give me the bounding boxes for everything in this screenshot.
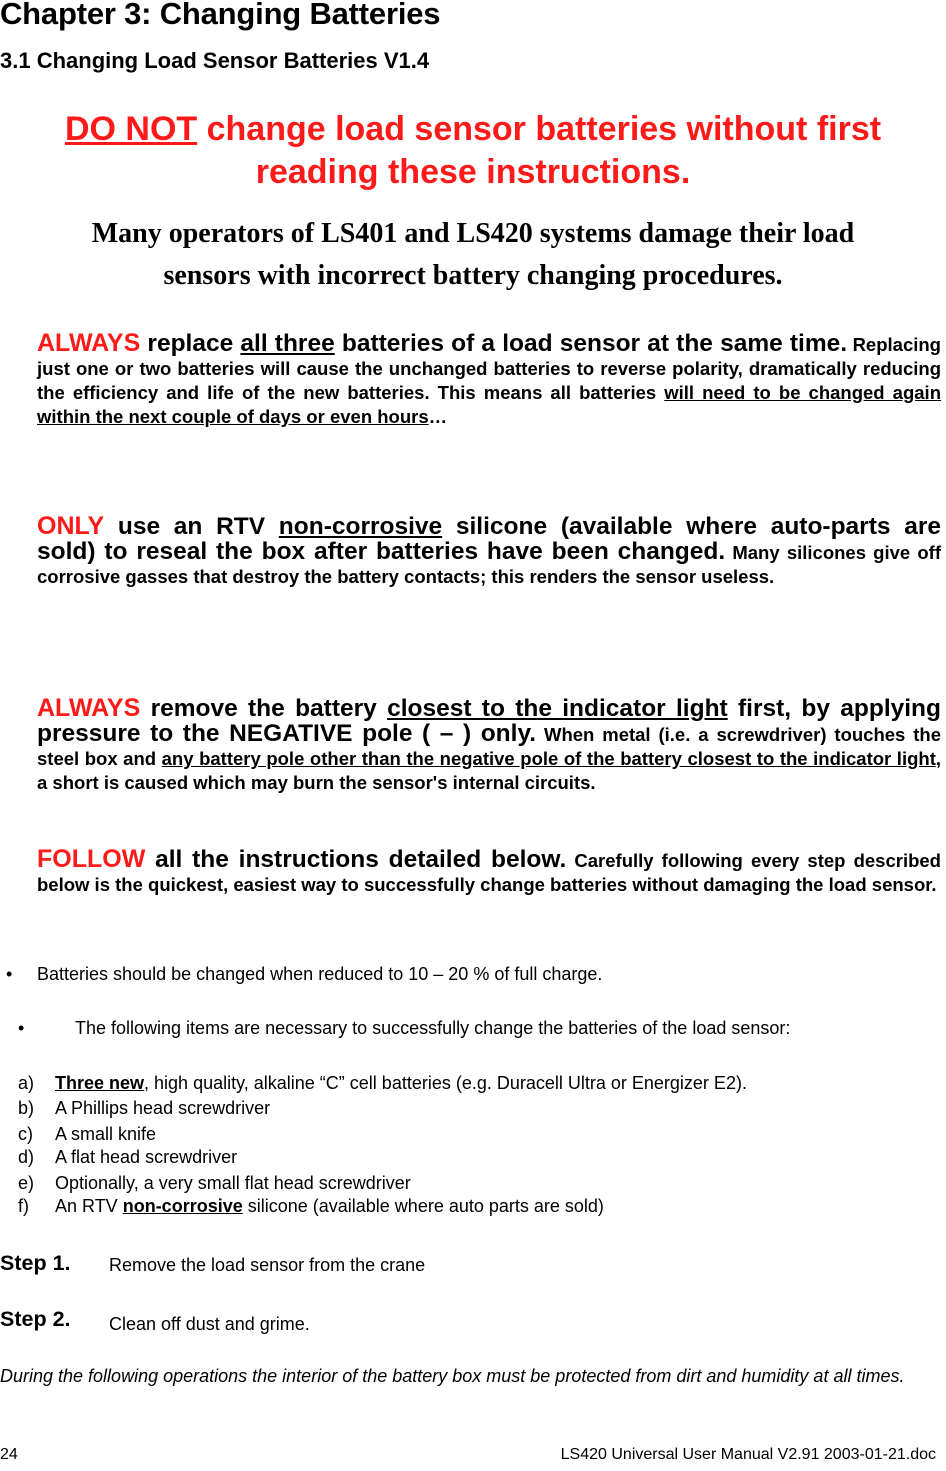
page-number: 24 bbox=[0, 1446, 18, 1463]
list-text: A Phillips head screwdriver bbox=[55, 1098, 271, 1118]
p3-text-c: When metal (i.e. a screwdriver) touches the steel box and bbox=[37, 724, 941, 769]
keyword-only: ONLY bbox=[37, 512, 105, 540]
p2-text-c: Many silicones give off corrosive gasses that destroy the battery contacts; this renders the sensor useless. bbox=[37, 542, 941, 587]
list-text: silicone (available where auto parts are sold) bbox=[242, 1196, 604, 1216]
warning-line2: reading these instructions. bbox=[255, 153, 691, 191]
bullet-text: Batteries should be changed when reduced to 10 – 20 % of full charge. bbox=[37, 964, 603, 984]
bullet-icon: • bbox=[18, 1018, 25, 1038]
section-title: 3.1 Changing Load Sensor Batteries V1.4 bbox=[0, 48, 430, 73]
do-not-emphasis: DO NOT bbox=[64, 110, 198, 148]
list-item bbox=[18, 1195, 604, 1217]
p4-text-a: all the instructions detailed below. bbox=[145, 846, 567, 873]
step-1-text: Remove the load sensor from the crane bbox=[109, 1255, 426, 1275]
list-item bbox=[18, 1072, 747, 1094]
list-text: A small knife bbox=[55, 1124, 157, 1144]
p3-underline-b: any battery pole other than the negative pole of the battery closest to the indicator light bbox=[161, 748, 936, 769]
keyword-follow: FOLLOW bbox=[37, 845, 146, 873]
list-text: Optionally, a very small flat head screwdriver bbox=[55, 1173, 411, 1193]
p1-underline-a: all three bbox=[240, 330, 335, 357]
p1-underline-b: will need to be changed again within the next couple of days or even hours bbox=[37, 382, 941, 427]
keyword-always: ALWAYS bbox=[37, 694, 141, 722]
intro-line1: Many operators of LS401 and LS420 systems damage their load bbox=[91, 218, 855, 249]
keyword-always: ALWAYS bbox=[37, 329, 141, 357]
paragraph-remove-closest bbox=[37, 696, 941, 795]
list-text: , high quality, alkaline “C” cell batteries (e.g. Duracell Ultra or Energizer E2). bbox=[144, 1073, 747, 1093]
list-letter: c) bbox=[18, 1124, 33, 1144]
intro-line2: sensors with incorrect battery changing procedures. bbox=[163, 260, 783, 291]
list-item bbox=[18, 1123, 156, 1145]
list-item bbox=[18, 1097, 270, 1119]
list-item bbox=[18, 1146, 237, 1168]
p1-text-b: batteries of a load sensor at the same time. bbox=[334, 330, 848, 357]
p1-text-c: Replacing just one or two batteries will cause the unchanged batteries to reverse polarity, dramatically reducing the efficiency and life of the new batteries. This means all batteries bbox=[37, 334, 941, 403]
paragraph-only-rtv bbox=[37, 514, 941, 589]
paragraph-follow bbox=[37, 847, 941, 897]
p3-underline-a: closest to the indicator light bbox=[387, 695, 728, 722]
list-letter: b) bbox=[18, 1098, 35, 1118]
warning-line1: change load sensor batteries without first bbox=[197, 110, 882, 148]
step-2-text: Clean off dust and grime. bbox=[109, 1314, 310, 1334]
list-emphasis: Three new bbox=[55, 1073, 145, 1093]
list-item bbox=[18, 1172, 411, 1194]
list-letter: a) bbox=[18, 1073, 35, 1093]
p2-underline-a: non-corrosive bbox=[278, 513, 443, 540]
list-text: An RTV bbox=[55, 1196, 123, 1216]
protection-note: During the following operations the interior of the battery box must be protected from dirt and humidity at all times. bbox=[0, 1366, 905, 1386]
p2-text-a: use an RTV bbox=[104, 513, 279, 540]
chapter-title: Chapter 3: Changing Batteries bbox=[0, 0, 441, 31]
list-letter: d) bbox=[18, 1147, 35, 1167]
bullet-text: The following items are necessary to successfully change the batteries of the load sensor: bbox=[75, 1018, 791, 1038]
document-footer: LS420 Universal User Manual V2.91 2003-01-21.doc bbox=[560, 1446, 936, 1463]
warning-heading bbox=[0, 108, 946, 194]
list-letter: f) bbox=[18, 1196, 29, 1216]
step-2-label: Step 2. bbox=[0, 1307, 71, 1331]
p2-text-b: silicone (available where auto-parts are sold) to reseal the box after batteries have been changed. bbox=[37, 513, 941, 565]
p1-text-a: replace bbox=[140, 330, 241, 357]
p3-text-b: first, by applying pressure to the NEGATIVE pole ( – ) only. bbox=[37, 695, 941, 747]
list-emphasis: non-corrosive bbox=[122, 1196, 243, 1216]
list-text: A flat head screwdriver bbox=[55, 1147, 238, 1167]
p4-text-b: Carefully following every step described below is the quickest, easiest way to successfully change batteries without damaging the load sensor. bbox=[37, 850, 941, 895]
step-1-label: Step 1. bbox=[0, 1251, 71, 1275]
intro-statement bbox=[0, 213, 946, 297]
bullet-icon: • bbox=[6, 964, 13, 984]
paragraph-replace-all bbox=[37, 331, 941, 429]
list-letter: e) bbox=[18, 1173, 35, 1193]
p3-text-a: remove the battery bbox=[140, 695, 388, 722]
p3-text-d: , a short is caused which may burn the sensor's internal circuits. bbox=[37, 748, 941, 793]
p1-text-d: … bbox=[428, 406, 448, 427]
